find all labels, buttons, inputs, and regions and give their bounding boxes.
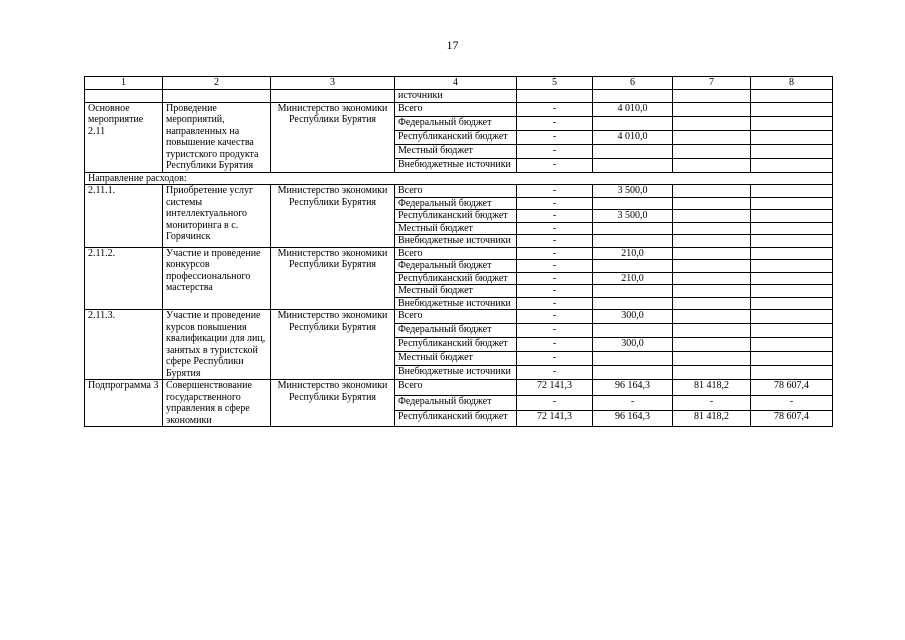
d1-code: 2.11.1.	[85, 185, 163, 248]
table-row: Республиканский бюджет - 4 010,0	[85, 130, 833, 144]
directions-row	[85, 172, 833, 185]
table-row: Внебюджетные источники -	[85, 366, 833, 380]
table-row: Федеральный бюджет - - - -	[85, 395, 833, 411]
directions-label: Направление расходов:	[85, 172, 833, 185]
header-col-5: 5	[517, 77, 593, 90]
d3-code: 2.11.3.	[85, 310, 163, 380]
table-row: Республиканский бюджет 72 141,3 96 164,3 81 418,2 78 607,4	[85, 411, 833, 427]
table-row: Местный бюджет -	[85, 352, 833, 366]
table-row: Федеральный бюджет -	[85, 197, 833, 210]
d1-name: Приобретение услуг системы интеллектуального мониторинга в с. Горячинск	[163, 185, 271, 248]
table-row: Федеральный бюджет -	[85, 116, 833, 130]
table-row: Федеральный бюджет -	[85, 324, 833, 338]
table-row: Местный бюджет -	[85, 285, 833, 298]
m211-src-1: Федеральный бюджет	[395, 116, 517, 130]
d3-name: Участие и проведение курсов повышения квалификации для лиц, занятых в туристской сфере Республики Бурятия	[163, 310, 271, 380]
p3-name: Совершенствование государственного управления в сфере экономики	[163, 380, 271, 427]
header-col-2: 2	[163, 77, 271, 90]
page-number: 17	[446, 38, 459, 52]
d2-name: Участие и проведение конкурсов профессионального мастерства	[163, 247, 271, 310]
header-col-8: 8	[751, 77, 833, 90]
table-row: Республиканский бюджет - 300,0	[85, 338, 833, 352]
budget-table	[84, 76, 833, 427]
table-row: Основное мероприятие 2.11 Проведение мероприятий, направленных на повышение качества туристского продукта Республики Бурятия Министерство экономики Республики Бурятия Всего - 4 010,0	[85, 102, 833, 116]
table-row: 2.11.1. Приобретение услуг системы интеллектуального мониторинга в с. Горячинск Министерство экономики Республики Бурятия Всего - 3 500,0	[85, 185, 833, 198]
table-row: 2.11.2. Участие и проведение конкурсов профессионального мастерства Министерство экономики Республики Бурятия Всего - 210,0	[85, 247, 833, 260]
table-row: Местный бюджет -	[85, 144, 833, 158]
p3-code: Подпрограмма 3	[85, 380, 163, 427]
header-col-1: 1	[85, 77, 163, 90]
header-col-6: 6	[593, 77, 673, 90]
table-row: Республиканский бюджет - 210,0	[85, 272, 833, 285]
m211-src-0: Всего	[395, 102, 517, 116]
header-col-3: 3	[271, 77, 395, 90]
m211-src-2: Республиканский бюджет	[395, 130, 517, 144]
table-row: Республиканский бюджет - 3 500,0	[85, 210, 833, 223]
header-col-7: 7	[673, 77, 751, 90]
header-row	[85, 77, 833, 90]
m211-org: Министерство экономики Республики Бурятия	[271, 102, 395, 172]
table-row: 2.11.3. Участие и проведение курсов повышения квалификации для лиц, занятых в туристской сфере Республики Бурятия Министерство экономики Республики Бурятия Всего - 300,0	[85, 310, 833, 324]
d3-org: Министерство экономики Республики Бурятия	[271, 310, 395, 380]
table-row: Внебюджетные источники -	[85, 297, 833, 310]
continuation-source: источники	[395, 90, 517, 103]
table-row: Местный бюджет -	[85, 222, 833, 235]
m211-src-4: Внебюджетные источники	[395, 158, 517, 172]
table-row: Внебюджетные источники -	[85, 158, 833, 172]
p3-org: Министерство экономики Республики Бурятия	[271, 380, 395, 427]
table-row: Внебюджетные источники -	[85, 235, 833, 248]
table-row: Подпрограмма 3 Совершенствование государственного управления в сфере экономики Министерство экономики Республики Бурятия Всего 72 141,3 96 164,3 81 418,2 78 607,4	[85, 380, 833, 396]
d1-org: Министерство экономики Республики Бурятия	[271, 185, 395, 248]
m211-name: Проведение мероприятий, направленных на повышение качества туристского продукта Республики Бурятия	[163, 102, 271, 172]
header-col-4: 4	[395, 77, 517, 90]
d2-org: Министерство экономики Республики Бурятия	[271, 247, 395, 310]
table-row: Федеральный бюджет -	[85, 260, 833, 273]
continuation-row	[85, 90, 833, 103]
m211-src-3: Местный бюджет	[395, 144, 517, 158]
m211-code: Основное мероприятие 2.11	[85, 102, 163, 172]
d2-code: 2.11.2.	[85, 247, 163, 310]
